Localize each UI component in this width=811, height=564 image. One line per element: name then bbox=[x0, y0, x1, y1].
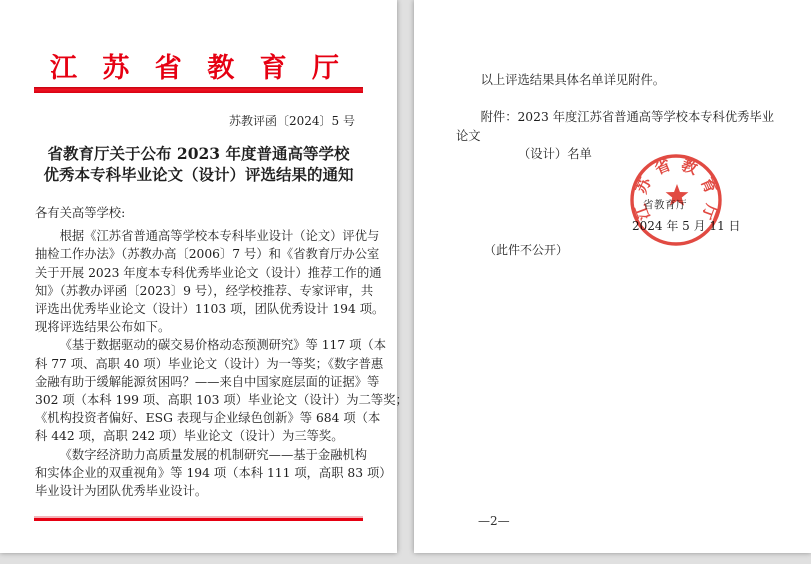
footer-divider bbox=[34, 516, 363, 521]
body-line: 现将评选结果公布如下。 bbox=[35, 320, 171, 335]
paragraph-3 bbox=[35, 446, 392, 501]
result-note: 以上评选结果具体名单详见附件。 bbox=[480, 73, 666, 87]
seal-char: 省 bbox=[651, 154, 674, 179]
star-icon bbox=[666, 184, 689, 206]
salutation: 各有关高等学校: bbox=[35, 206, 126, 220]
attachment-line2: （设计）名单 bbox=[518, 147, 592, 161]
confidential-note: （此件不公开） bbox=[484, 243, 569, 257]
seal-char: 厅 bbox=[698, 201, 722, 223]
signing-authority: 省教育厅 bbox=[643, 199, 687, 211]
attachment-line1: 附件：2023 年度江苏省普通高等学校本专科优秀毕业论文 bbox=[456, 110, 775, 143]
body-line: 根据《江苏省普通高等学校本专科毕业设计（论文）评优与 bbox=[59, 229, 380, 244]
document-number: 苏教评函〔2024〕5 号 bbox=[229, 114, 355, 128]
body-line: 评选出优秀毕业论文（设计）1103 项，团队优秀设计 194 项。 bbox=[35, 302, 385, 317]
seal-char: 育 bbox=[697, 174, 721, 197]
page-1 bbox=[0, 0, 408, 553]
paragraph-2 bbox=[35, 336, 408, 445]
official-seal-stamp bbox=[586, 110, 766, 290]
body-line: 科 77 项、高职 40 项）毕业论文（设计）为一等奖；《数字普惠 bbox=[35, 356, 384, 371]
body-line: 和实体企业的双重视角》等 194 项（本科 111 项，高职 83 项） bbox=[35, 465, 392, 480]
page-number: —2— bbox=[478, 514, 510, 528]
seal-char: 苏 bbox=[631, 174, 655, 197]
seal-char: 江 bbox=[630, 201, 654, 223]
body-line: 《基于数据驱动的碳交易价格动态预测研究》等 117 项（本 bbox=[59, 338, 387, 353]
body-line: 302 项（本科 199 项、高职 103 项）毕业论文（设计）为二等奖； bbox=[35, 393, 408, 408]
notice-title-line1: 省教育厅关于公布 2023 年度普通高等学校 bbox=[47, 144, 350, 163]
notice-title-line2: 优秀本专科毕业论文（设计）评选结果的通知 bbox=[43, 164, 354, 184]
body-line: 抽检工作办法》（苏教办高〔2006〕7 号）和《省教育厅办公室 bbox=[35, 247, 380, 262]
page-2 bbox=[414, 0, 811, 553]
notice-title bbox=[0, 144, 397, 185]
seal-char: 教 bbox=[678, 154, 701, 179]
body-line: 《数字经济助力高质量发展的机制研究——基于金融机构 bbox=[59, 447, 368, 462]
signing-date: 2024 年 5 月 11 日 bbox=[632, 219, 741, 233]
body-line: 毕业设计为团队优秀毕业设计。 bbox=[35, 484, 208, 499]
body-line: 科 442 项，高职 242 项）毕业论文（设计）为三等奖。 bbox=[35, 429, 344, 444]
paragraph-1 bbox=[35, 227, 385, 336]
letterhead-divider bbox=[34, 87, 363, 93]
letterhead-title: 江 苏 省 教 育 厅 bbox=[50, 53, 347, 84]
blank-line bbox=[456, 90, 777, 109]
body-line: 《机构投资者偏好、ESG 表现与企业绿色创新》等 684 项（本 bbox=[35, 411, 381, 426]
body-line: 关于开展 2023 年度本专科优秀毕业论文（设计）推荐工作的通 bbox=[35, 265, 382, 280]
body-line: 金融有助于缓解能源贫困吗？——来自中国家庭层面的证据》等 bbox=[35, 374, 380, 389]
notice-body bbox=[35, 204, 408, 500]
body-line: 知》（苏教办评函〔2023〕9 号），经学校推荐、专家评审，共 bbox=[35, 283, 374, 298]
